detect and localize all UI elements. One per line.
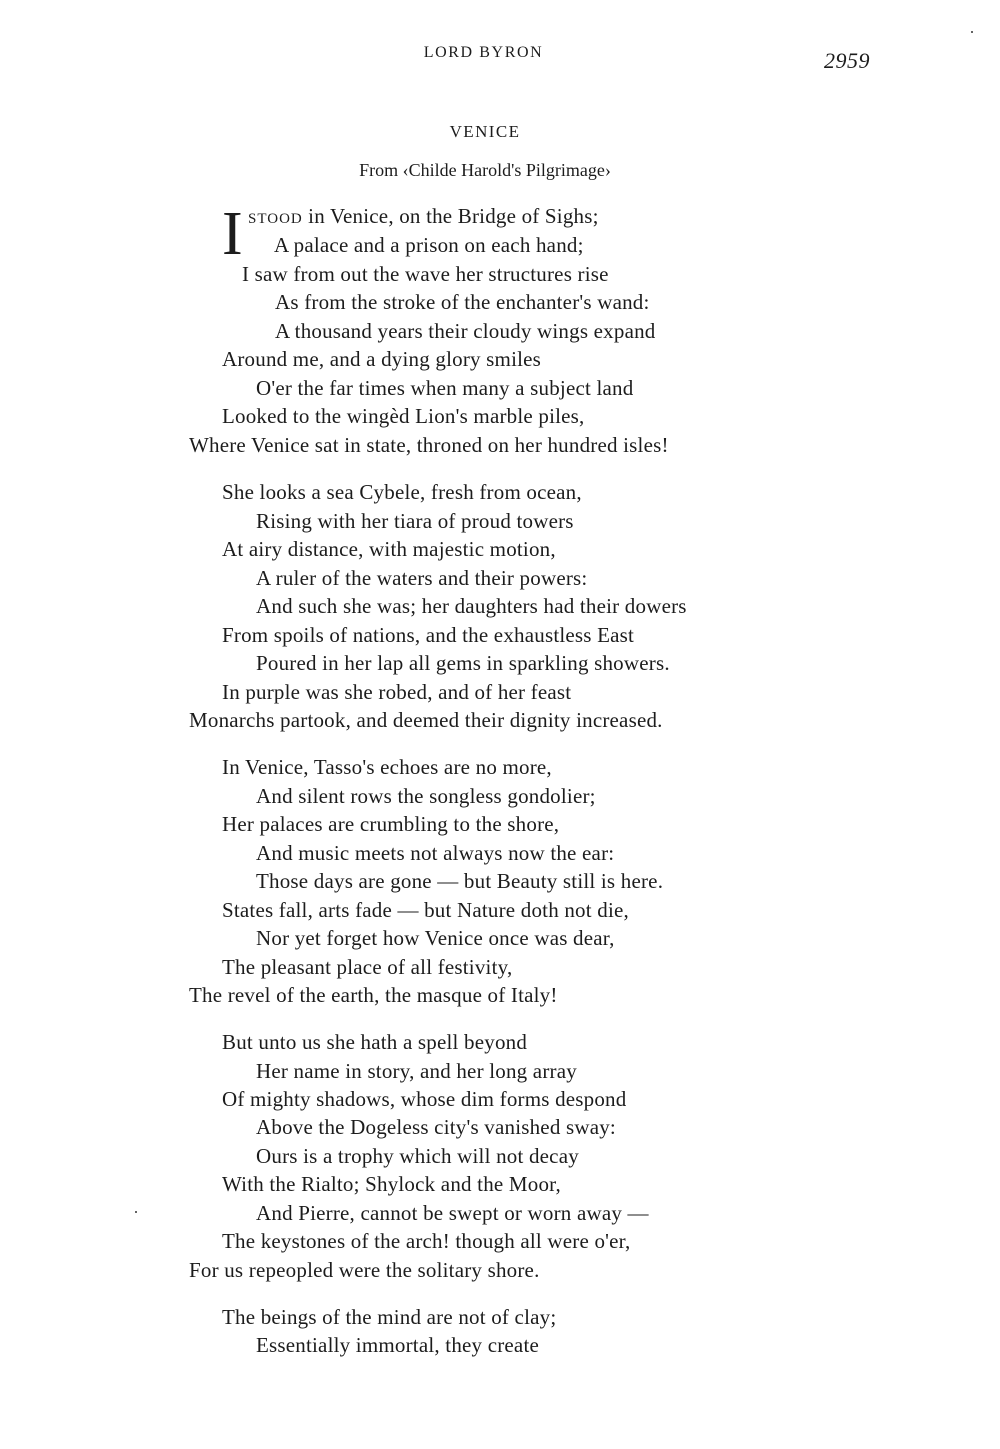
poem-title: VENICE (449, 122, 521, 141)
poem-line: Her name in story, and her long array (256, 1059, 577, 1083)
poem-line: Ours is a trophy which will not decay (256, 1144, 579, 1168)
poem-line: And music meets not always now the ear: (256, 841, 615, 865)
poem-line-text: in Venice, on the Bridge of Sighs; (302, 204, 599, 228)
poem-line: She looks a sea Cybele, fresh from ocean, (222, 480, 582, 504)
poem-line: O'er the far times when many a subject land (256, 376, 634, 400)
poem-line: Around me, and a dying glory smiles (222, 347, 542, 371)
poem-line: Where Venice sat in state, throned on her hundred isles! (189, 433, 669, 457)
running-head: LORD BYRON (423, 44, 544, 61)
poem-line: For us repeopled were the solitary shore. (189, 1258, 540, 1282)
poem-line: Looked to the wingèd Lion's marble piles, (222, 404, 585, 428)
poem-line: And such she was; her daughters had their dowers (256, 594, 687, 618)
poem-line: The pleasant place of all festivity, (222, 955, 513, 979)
poem-line: The keystones of the arch! though all were o'er, (222, 1229, 631, 1253)
poem-line: The revel of the earth, the masque of Italy! (189, 983, 558, 1007)
poem-line: I saw from out the wave her structures rise (242, 262, 609, 286)
poem-line: In purple was she robed, and of her feast (222, 680, 572, 704)
poem-line: States fall, arts fade — but Nature doth not die, (222, 898, 629, 922)
poem-line: And Pierre, cannot be swept or worn away — (256, 1201, 649, 1225)
scan-speck (971, 31, 973, 33)
poem-line: But unto us she hath a spell beyond (222, 1030, 528, 1054)
scan-speck (135, 1211, 137, 1213)
first-word-smallcaps: STOOD (248, 211, 303, 227)
page-number: 2959 (824, 48, 870, 73)
poem-line: Above the Dogeless city's vanished sway: (256, 1115, 616, 1139)
poem-line: Nor yet forget how Venice once was dear, (256, 926, 615, 950)
poem-line: Essentially immortal, they create (256, 1333, 540, 1357)
poem-line: With the Rialto; Shylock and the Moor, (222, 1172, 561, 1196)
poem-line: From spoils of nations, and the exhaustless East (222, 623, 635, 647)
poem-line: Rising with her tiara of proud towers (256, 509, 574, 533)
poem-line: In Venice, Tasso's echoes are no more, (222, 755, 552, 779)
poem-line: Monarchs partook, and deemed their dignity increased. (189, 708, 663, 732)
poem-line: And silent rows the songless gondolier; (256, 784, 596, 808)
drop-cap: I (222, 200, 243, 268)
poem-line: Poured in her lap all gems in sparkling showers. (256, 651, 670, 675)
poem-line: Those days are gone — but Beauty still is here. (256, 869, 664, 893)
poem-line: Of mighty shadows, whose dim forms despond (222, 1087, 627, 1111)
poem-line: At airy distance, with majestic motion, (222, 537, 556, 561)
poem-line: Her palaces are crumbling to the shore, (222, 812, 560, 836)
poem-line: A ruler of the waters and their powers: (256, 566, 588, 590)
poem-source: From ‹Childe Harold's Pilgrimage› (359, 160, 611, 180)
poem-line: A palace and a prison on each hand; (274, 233, 584, 257)
poem-line (248, 202, 599, 233)
poem-line: The beings of the mind are not of clay; (222, 1305, 557, 1329)
poem-line: A thousand years their cloudy wings expand (275, 319, 656, 343)
poem-line: As from the stroke of the enchanter's wand: (275, 290, 650, 314)
